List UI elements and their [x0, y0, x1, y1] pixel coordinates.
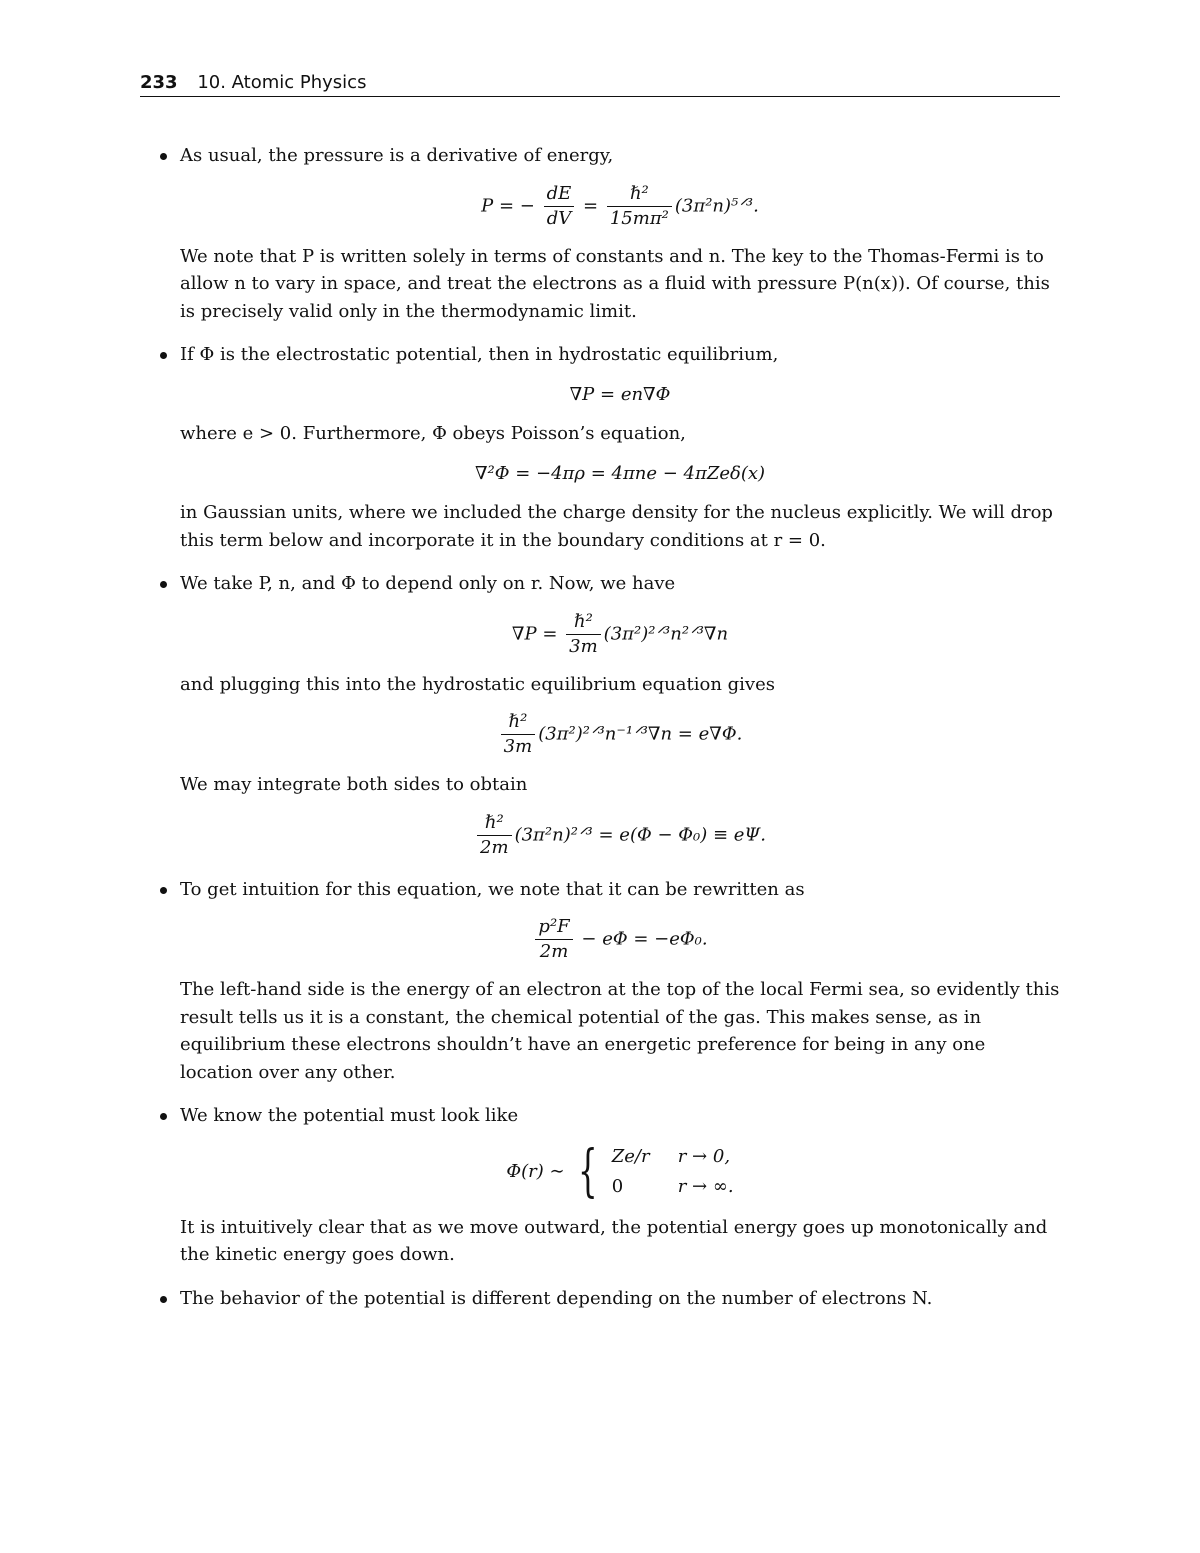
bullet-item-behavior: [140, 1285, 1060, 1313]
case-row: [612, 1172, 734, 1202]
numerator: ℏ²: [508, 711, 528, 732]
item-paragraph: It is intuitively clear that as we move outward, the potential energy goes up monotonically and the kinetic energy goes down.: [180, 1216, 1048, 1265]
equation-pressure: [180, 182, 1060, 231]
equation-poisson: ∇²Φ = −4πρ = 4πne − 4πZeδ(x): [474, 462, 766, 484]
denominator: 2m: [477, 835, 512, 860]
item-paragraph: where e > 0. Furthermore, Φ obeys Poisson’s equation,: [180, 423, 686, 444]
eq-lhs: ∇P =: [511, 623, 558, 644]
bullet-item-pressure: [140, 142, 1060, 325]
case-condition: r → 0,: [677, 1145, 731, 1167]
item-paragraph: and plugging this into the hydrostatic equilibrium equation gives: [180, 673, 775, 695]
case-condition: r → ∞.: [677, 1175, 734, 1197]
denominator: 3m: [566, 634, 601, 659]
denominator: 15mπ²: [607, 206, 672, 231]
item-intro: As usual, the pressure is a derivative of energy,: [180, 145, 614, 166]
header-rule: [140, 96, 1060, 97]
eq-rhs: (3π²n)²ᐟ³ = e(Φ − Φ₀) ≡ eΨ.: [514, 824, 766, 845]
equation-equilibrium: [180, 710, 1060, 759]
denominator: 2m: [535, 939, 572, 964]
page-number: 233: [140, 72, 178, 93]
cases: [612, 1142, 734, 1202]
bullet-icon: [160, 153, 167, 160]
item-intro: We know the potential must look like: [180, 1105, 519, 1126]
eq-equals: =: [583, 195, 599, 216]
running-header: [140, 72, 1060, 98]
equation-integrated: [180, 811, 1060, 860]
item-paragraph: in Gaussian units, where we included the charge density for the nucleus explicitly. We will drop this term below and incorporate it in the boundary conditions at r = 0.: [180, 502, 1053, 551]
item-intro: If Φ is the electrostatic potential, then in hydrostatic equilibrium,: [180, 344, 779, 365]
bullet-item-potential: [140, 1102, 1060, 1269]
numerator: ℏ²: [574, 610, 593, 632]
bullet-item-intuition: [140, 876, 1060, 1087]
bullet-icon: [160, 581, 167, 588]
equation-fermi: [180, 915, 1060, 964]
eq-lhs: Φ(r) ∼: [506, 1160, 565, 1182]
numerator: p²F: [538, 916, 570, 937]
brace-icon: {: [578, 1138, 598, 1204]
numerator: dE: [546, 182, 572, 204]
case-value: 0: [611, 1175, 624, 1197]
item-paragraph: We may integrate both sides to obtain: [180, 774, 528, 795]
equation-cases: [180, 1138, 1060, 1204]
fraction: [544, 182, 575, 231]
item-paragraph: The left-hand side is the energy of an electron at the top of the local Fermi sea, so evidently this result tells us it is a constant, the chemical potential of the gas. This makes sense, as in equilibrium these electrons shouldn’t have an energetic preference for being in any one location over any other.: [180, 979, 1060, 1083]
numerator: ℏ²: [629, 182, 649, 204]
case-row: [612, 1142, 734, 1172]
page-body: [140, 142, 1060, 1328]
bullet-icon: [160, 352, 167, 359]
bullet-item-electrostatic: [140, 341, 1060, 554]
equation-hydrostatic: ∇P = en∇Φ: [569, 383, 671, 405]
bullet-icon: [160, 1113, 167, 1120]
item-intro: The behavior of the potential is different depending on the number of electrons N.: [180, 1287, 933, 1309]
item-intro: We take P, n, and Φ to depend only on r. Now, we have: [180, 573, 676, 594]
numerator: ℏ²: [484, 811, 504, 833]
section-title: 10. Atomic Physics: [197, 72, 367, 93]
denominator: dV: [544, 206, 575, 231]
fraction: [477, 811, 512, 860]
bullet-icon: [160, 887, 167, 894]
fraction: [535, 915, 572, 964]
item-paragraph: We note that P is written solely in terms of constants and n. The key to the Thomas-Fermi is to allow n to vary in space, and treat the electrons as a fluid with pressure P(n(x)). Of course, this is precisely valid only in the thermodynamic limit.: [180, 245, 1050, 322]
fraction: [566, 610, 601, 659]
eq-rhs: (3π²)²ᐟ³n²ᐟ³∇n: [603, 623, 729, 644]
bullet-item-radial: [140, 570, 1060, 860]
eq-rhs: − eΦ = −eΦ₀.: [581, 928, 708, 950]
case-value: Ze/r: [611, 1145, 650, 1167]
eq-lhs: P = −: [481, 195, 535, 216]
fraction: [607, 182, 672, 231]
fraction: [501, 710, 536, 759]
equation-grad-p: [180, 610, 1060, 659]
bullet-icon: [160, 1296, 167, 1303]
item-intro: To get intuition for this equation, we note that it can be rewritten as: [180, 878, 805, 900]
eq-rhs: (3π²n)⁵ᐟ³.: [674, 195, 759, 216]
denominator: 3m: [501, 734, 536, 759]
eq-rhs: (3π²)²ᐟ³n⁻¹ᐟ³∇n = e∇Φ.: [538, 723, 743, 745]
